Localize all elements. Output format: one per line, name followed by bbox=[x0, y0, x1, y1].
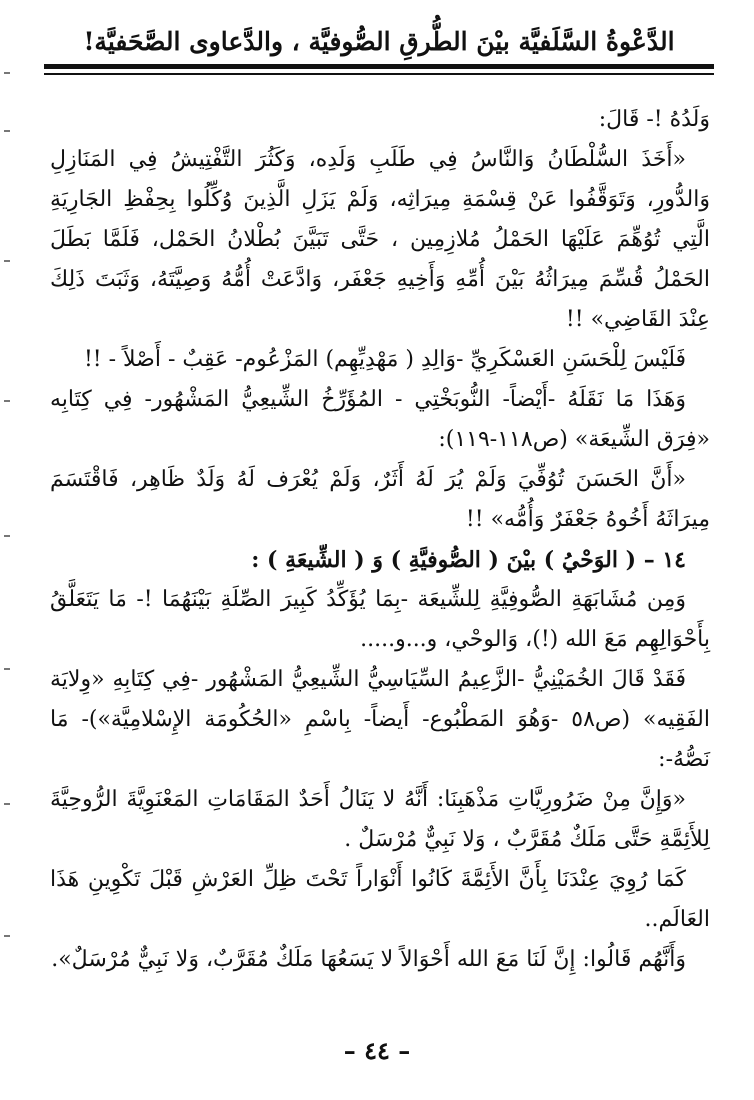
scan-margin-mark bbox=[4, 72, 10, 74]
header-rule-thin bbox=[44, 73, 714, 75]
scan-margin-mark bbox=[4, 535, 10, 537]
paragraph-1: وَلَدُهُ !- قَالَ: bbox=[598, 107, 710, 132]
quote-paragraph: «أَخَذَ السُّلْطَانُ وَالنَّاسُ فِي طَلَبِ وَلَدِه، وَكَثُرَ التَّفْتِيشُ فِي المَنَازِلِ وَالدُّورِ، وَتَوَقَّفُوا عَنْ قِسْمَةِ مِيرَاثِه، وَلَمْ يَزَلِ الَّذِينَ وُكِّلُوا بِحِفْظِ الجَارِيَةِ الَّتِي تُوُهِّمَ عَلَيْهَا الحَمْلُ مُلازِمِين ، حَتَّى تَبَيَّنَ بُطْلانُ الحَمْل، فَلَمَّا بَطَلَ الحَمْلُ قُسِّمَ مِيرَاثُهُ بَيْنَ أُمِّهِ وَأَخِيهِ جَعْفَر، وَادَّعَتْ أُمُّهُ وَصِيَّتَهُ، وَثَبَتَ ذَلِكَ عِنْدَ القَاضِي» !! bbox=[50, 147, 710, 332]
scan-margin-mark bbox=[4, 668, 10, 670]
paragraph-7: وَمِن مُشَابَهَةِ الصُّوفِيَّةِ لِلشِّيعَة -بِمَا يُؤَكِّدُ كَبِيرَ الصِّلَةِ بَيْنَهُمَا !- مَا يَتَعَلَّقُ بِأَحْوَالِهِم مَعَ الله (!)، وَالوحْي، و...و..... bbox=[50, 587, 710, 652]
page-number: – ٤٤ – bbox=[343, 1036, 411, 1065]
paragraph-10: كَمَا رُوِيَ عِنْدَنَا بِأَنَّ الأَئِمَّةَ كَانُوا أَنْوَاراً تَحْتَ ظِلِّ العَرْشِ قَبْلَ تَكْوِينِ هَذَا العَالَم.. bbox=[50, 867, 710, 932]
page-body bbox=[50, 100, 710, 980]
header-rule-thick bbox=[44, 64, 714, 69]
section-heading: ١٤ – ( الوَحْيُ ) بيْنَ ( الصُّوفيَّةِ ) وَ ( الشِّيعَةِ ) : bbox=[251, 547, 686, 573]
paragraph-3: فَلَيْسَ لِلْحَسَنِ العَسْكَرِيِّ -وَالِدِ ( مَهْدِيِّهِم) المَزْعُوم- عَقِبٌ - أَصْلاً - !! bbox=[83, 347, 686, 372]
scan-margin-mark bbox=[4, 130, 10, 132]
scan-margin-mark bbox=[4, 260, 10, 262]
paragraph-11: وَأَنَّهُم قَالُوا: إِنَّ لَنَا مَعَ الله أَحْوَالاً لا يَسَعُهَا مَلَكٌ مُقَرَّبٌ، وَلا نَبِيٌّ مُرْسَلٌ». bbox=[51, 947, 686, 972]
running-header: الدَّعْوةُ السَّلَفيَّة بيْنَ الطُّرقِ الصُّوفيَّة ، والدَّعاوى الصَّحَفيَّة! bbox=[83, 27, 675, 56]
paragraph-8: فَقَدْ قَالَ الخُمَيْنِيُّ -الزَّعِيمُ السِّيَاسِيُّ الشِّيعِيُّ المَشْهُور -فِي كِتَابِهِ «وِلايَة الفَقِيه» (ص٥٨ -وَهُوَ المَطْبُوع- أَيضاً- بِاسْمِ «الحُكُومَة الإِسْلامِيَّة»)- مَا نَصُّهُ-: bbox=[50, 667, 711, 772]
scan-margin-mark bbox=[4, 400, 10, 402]
paragraph-4: وَهَذَا مَا نَقَلَهُ -أَيْضاً- النُّوبَخْتِي - المُؤَرِّخُ الشِّيعِيُّ المَشْهُور- فِي كِتَابِه «فِرَق الشِّيعَة» (ص١١٨-١١٩): bbox=[50, 387, 710, 452]
scan-margin-mark bbox=[4, 935, 10, 937]
scan-margin-mark bbox=[4, 803, 10, 805]
quote-paragraph-3: «وَإِنَّ مِنْ ضَرُورِيَّاتِ مَذْهَبِنَا: أَنَّهُ لا يَنَالُ أَحَدٌ المَقَامَاتِ المَعْنَوِيَّةَ الرُّوحِيَّةَ لِلأَئِمَّةِ حَتَّى مَلَكٌ مُقَرَّبٌ ، وَلا نَبِيٌّ مُرْسَلٌ . bbox=[50, 787, 710, 852]
quote-paragraph-2: «أَنَّ الحَسَنَ تُوُفِّيَ وَلَمْ يُرَ لَهُ أَثَرٌ، وَلَمْ يُعْرَف لَهُ وَلَدٌ ظَاهِر، فَاقْتَسَمَ مِيرَاثَهُ أَخُوهُ جَعْفَرٌ وَأُمُّه» !! bbox=[50, 467, 710, 532]
